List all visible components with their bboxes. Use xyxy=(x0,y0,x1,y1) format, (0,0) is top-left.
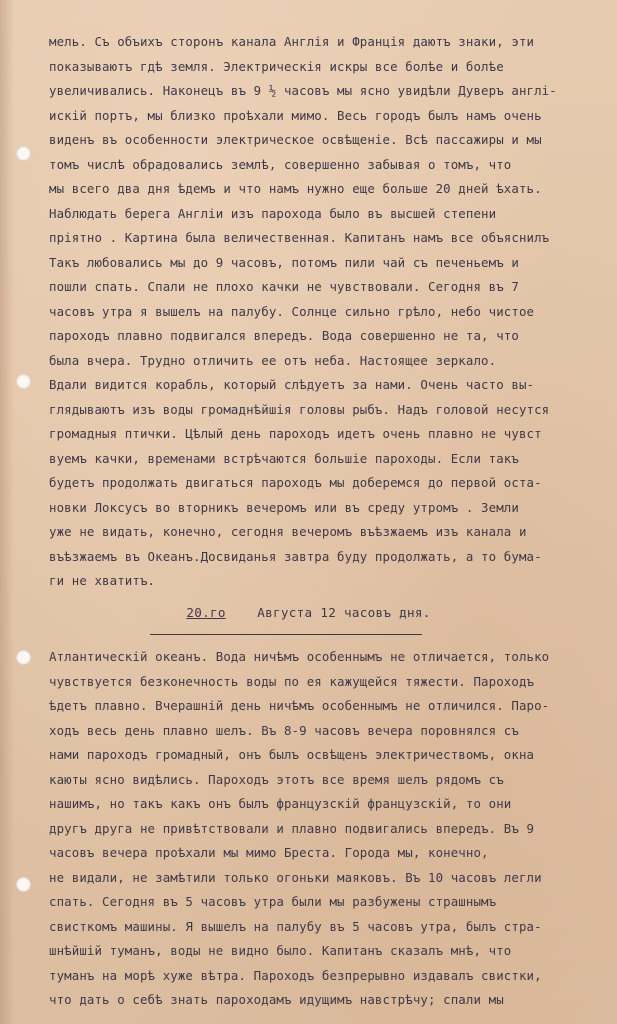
text-line: что дать о себѣ знать пароходамъ идущимъ навстрѣчу; спали мы xyxy=(49,992,504,1007)
text-line: ходъ весь день плавно шелъ. Въ 8-9 часовъ вечера поровнялся съ xyxy=(49,722,519,738)
text-line: другъ друга не привѣтствовали и плавно подвигались впередъ. Въ 9 xyxy=(49,820,535,836)
text-line: пароходъ плавно подвигался впередъ. Вода совершенно не та, что xyxy=(49,328,519,343)
paper-left-edge xyxy=(0,0,14,1024)
text-line: туманъ на морѣ хуже вѣтра. Пароходъ безпрерывно издавалъ свистки, xyxy=(49,967,542,983)
text-line: Такъ любовались мы до 9 часовъ, потомъ пили чай съ печеньемъ и xyxy=(49,254,519,270)
text-line: пріятно . Картина была величественная. Капитанъ намъ все объяснилъ xyxy=(49,230,550,245)
text-line: часовъ утра я вышелъ на палубу. Солнце сильно грѣло, небо чистое xyxy=(49,303,535,319)
text-line: мель. Съ объихъ сторонъ канала Англія и Франція даютъ знаки, эти xyxy=(49,34,535,49)
text-line: пошли спать. Спали не плохо качки не чувствовали. Сегодня въ 7 xyxy=(49,279,519,294)
text-line: томъ числѣ обрадовались землѣ, совершенно забывая о томъ, что xyxy=(49,156,512,172)
entry-day: 20.го xyxy=(186,605,226,620)
text-line: Вдали видится корабль, который слѣдуетъ за нами. Очень часто вы- xyxy=(49,377,535,392)
text-line: нашимъ, но такъ какъ онъ былъ французскій французскій, то они xyxy=(49,796,512,811)
punch-hole xyxy=(16,374,31,389)
text-line: каюты ясно видѣлись. Пароходъ этотъ все время шелъ рядомъ съ xyxy=(49,771,504,787)
text-line: искій портъ, мы близко проѣхали мимо. Весь городъ былъ намъ очень xyxy=(49,107,542,123)
letter-text-block-1 xyxy=(49,30,605,594)
text-line: спать. Сегодня въ 5 часовъ утра были мы разбужены страшнымъ xyxy=(49,894,497,909)
text-line: чувствуется безконечность воды по ея кажущейся тяжести. Пароходъ xyxy=(49,673,535,689)
text-line: увеличивались. Наконецъ въ 9 ½ часовъ мы ясно увидѣли Дуверъ англі- xyxy=(49,83,557,98)
text-line: вуемъ качки, временами встрѣчаются большіе пароходы. Если такъ xyxy=(49,450,519,466)
text-line: новки Локсусъ во вторникъ вечеромъ или въ среду утромъ . Земли xyxy=(49,499,519,515)
punch-hole xyxy=(16,877,31,892)
text-line: Наблюдать берега Англіи изъ парохода было въ высшей степени xyxy=(49,205,497,221)
text-line: была вчера. Трудно отличить ее отъ неба. Настоящее зеркало. xyxy=(49,352,497,368)
text-line: глядываютъ изъ воды громаднѣйшія головы рыбъ. Надъ головой несутся xyxy=(49,401,550,417)
text-line: показываютъ гдѣ земля. Электрическія искры все болѣе и болѣе xyxy=(49,58,504,74)
heading-underline-rule xyxy=(150,634,422,635)
text-line: часовъ вечера проѣхали мы мимо Бреста. Города мы, конечно, xyxy=(49,845,489,860)
text-line: Атлантическій океанъ. Вода ничѣмъ особеннымъ не отличается, только xyxy=(49,649,550,664)
text-line: свисткомъ машины. Я вышелъ на палубу въ 5 часовъ утра, былъ стра- xyxy=(49,918,542,934)
text-line: громадныя птички. Цѣлый день пароходъ идетъ очень плавно не чувст xyxy=(49,426,542,441)
text-line: будетъ продолжать двигаться пароходъ мы доберемся до первой оста- xyxy=(49,475,542,490)
text-line: не видали, не замѣтили только огоньки маяковъ. Въ 10 часовъ легли xyxy=(49,869,542,885)
text-line: нами пароходъ громадный, онъ былъ освѣщенъ электричествомъ, окна xyxy=(49,747,535,762)
text-line: шнѣйшій туманъ, воды не видно было. Капитанъ сказалъ мнѣ, что xyxy=(49,943,512,958)
punch-hole xyxy=(16,146,31,161)
text-line: мы всего два дня ѣдемъ и что намъ нужно еще больше 20 дней ѣхать. xyxy=(49,181,542,196)
text-line: ги не хватитъ. xyxy=(49,573,156,588)
entry-date-heading xyxy=(0,605,617,620)
text-line: въѣзжаемъ въ Океанъ.Досвиданья завтра буду продолжать, а то бума- xyxy=(49,548,542,564)
text-line: ѣдетъ плавно. Вчерашній день ничѣмъ особеннымъ не отличился. Паро- xyxy=(49,698,550,713)
punch-hole xyxy=(16,650,31,665)
entry-date-rest: Августа 12 часовъ дня. xyxy=(257,605,431,620)
letter-text-block-2 xyxy=(49,645,605,1013)
text-line: виденъ въ особенности электрическое освѣщеніе. Всѣ пассажиры и мы xyxy=(49,132,542,147)
text-line: уже не видать, конечно, сегодня вечеромъ въѣзжаемъ изъ канала и xyxy=(49,524,527,539)
